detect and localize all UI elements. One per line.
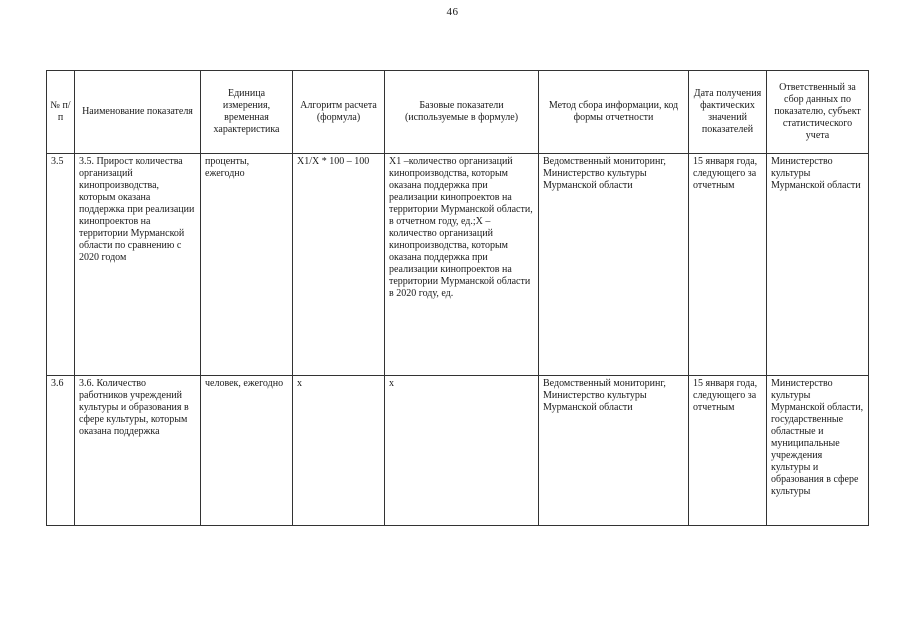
table-row: [47, 376, 869, 526]
header-name: Наименование показателя: [75, 71, 201, 154]
row-base: X1 –количество организаций кинопроизводства, которым оказана поддержка при реализации кинопроектов на территории Мурманской области, в отчетном году, ед.;X – количество организаций кинопроизводства, которым оказана поддержка при реализации кинопроектов на территории Мурманской области в 2020 году, ед.: [385, 154, 539, 376]
header-formula: Алгоритм расчета (формула): [293, 71, 385, 154]
table-row: [47, 154, 869, 376]
row-name: 3.6. Количество работников учреждений культуры и образования в сфере культуры, которым оказана поддержка: [75, 376, 201, 526]
row-unit: проценты, ежегодно: [201, 154, 293, 376]
row-date: 15 января года, следующего за отчетным: [689, 154, 767, 376]
row-num: 3.6: [47, 376, 75, 526]
row-method: Ведомственный мониторинг, Министерство культуры Мурманской области: [539, 376, 689, 526]
row-formula: X1/X * 100 – 100: [293, 154, 385, 376]
header-method: Метод сбора информации, код формы отчетности: [539, 71, 689, 154]
page-number: 46: [446, 6, 459, 18]
row-name: 3.5. Прирост количества организаций кинопроизводства, которым оказана поддержка при реализации кинопроектов на территории Мурманской области по сравнению с 2020 годом: [75, 154, 201, 376]
row-unit: человек, ежегодно: [201, 376, 293, 526]
header-responsible: Ответственный за сбор данных по показателю, субъект статистического учета: [767, 71, 869, 154]
table-header-row: [47, 71, 869, 154]
row-date: 15 января года, следующего за отчетным: [689, 376, 767, 526]
row-formula: x: [293, 376, 385, 526]
row-num: 3.5: [47, 154, 75, 376]
indicators-table: [46, 70, 869, 526]
header-date: Дата получения фактических значений показателей: [689, 71, 767, 154]
row-responsible: Министерство культуры Мурманской области, государственные областные и муниципальные учреждения культуры и образования в сфере культуры: [767, 376, 869, 526]
row-base: x: [385, 376, 539, 526]
header-base: Базовые показатели (используемые в формуле): [385, 71, 539, 154]
header-num: № п/п: [47, 71, 75, 154]
row-responsible: Министерство культуры Мурманской области: [767, 154, 869, 376]
row-method: Ведомственный мониторинг, Министерство культуры Мурманской области: [539, 154, 689, 376]
header-unit: Единица измерения, временная характеристика: [201, 71, 293, 154]
